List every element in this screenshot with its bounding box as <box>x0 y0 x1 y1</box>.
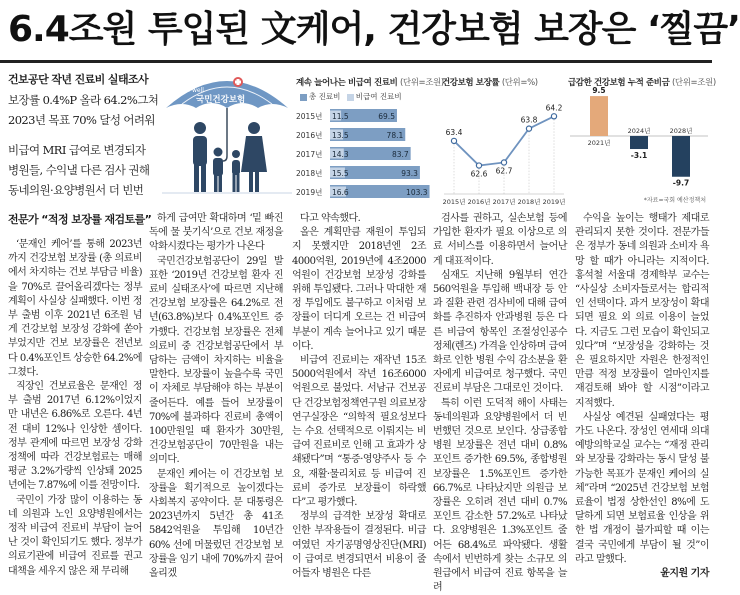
chart3-bar <box>672 136 690 177</box>
chart2-point <box>476 163 481 168</box>
chart2-title-text: 건강보험 보장률 <box>442 78 500 88</box>
article-column-5 <box>575 212 709 580</box>
chart3-bar <box>630 136 648 149</box>
headline-rule <box>0 60 712 63</box>
article-paragraph: 국민이 가장 많이 이용하는 동네 의원과 노인 요양병원에서는 정작 비급여 진료비 부담이 늘어난 것이 확인되기도 했다. 정부가 의료기관에 비급여 진료를 권고 대책을 세우지 않은 채 무리해 <box>8 494 142 577</box>
chart3-bar <box>590 96 608 136</box>
chart1-unit: (단위=조원) <box>399 78 444 88</box>
chart3-data-label: -3.1 <box>630 151 648 161</box>
chart1-value-total: 83.7 <box>391 150 409 159</box>
chart2-point <box>451 138 456 143</box>
article-paragraph: 올은 계획만큼 재원이 투입되지 못했지만 2018년엔 2조4000억원, 2019년에 4조2000억원이 건강보험 보장성 강화를 위해 투입됐다. 그러나 막대한 재정 투입에도 불구하고 이처럼 보장률이 더디게 오르는 건 비급여 부분이 계속 늘어나고 있기 때문이다. <box>292 227 426 352</box>
legend-total: 총 진료비 <box>309 92 341 101</box>
legend-swatch-nonbenefit <box>347 94 354 101</box>
chart2-data-label: 62.6 <box>470 169 488 179</box>
chart2-data-label: 62.7 <box>495 166 513 176</box>
subhead-line: 2023년 목표 70% 달성 어려워 <box>8 113 155 127</box>
article-paragraph: 수익을 높이는 행태가 제대로 관리되지 못한 것이다. 전문가들은 정부가 동네 의원과 소비자 욕망 할 때가 아니라는 지적이다. 홍석철 서울대 경제학부 교수는 “사실상 소비자들로서는 합리적인 선택이다. 과거 보장성이 확대되면 필요 외 의료 이용이 늘었다. 지금도 그런 모습이 확인되고 있다”며 “보장성을 강화하는 것은 필요하지만 자원은 한정적인 만큼 적정 보장률이 얼마인지를 재검토해 봐야 할 시점”이라고 지적했다. <box>575 213 709 409</box>
chart3-category-label: 2021년 <box>587 139 611 147</box>
umbrella-family-icon <box>162 64 292 204</box>
chart2-point <box>501 160 506 165</box>
byline: 윤지원 기자 <box>660 568 709 580</box>
chart2-category-label: 2017년 <box>492 198 516 206</box>
chart-nonbenefit-costs <box>296 76 444 209</box>
subhead-line: 병원들, 수익낼 다른 검사 권해 <box>8 163 150 177</box>
chart2-point <box>526 126 531 131</box>
chart1-value-nonbenefit: 16.6 <box>332 188 349 197</box>
chart1-plot <box>296 105 440 205</box>
chart1-category-label: 2018년 <box>296 169 323 178</box>
chart-coverage-rate <box>442 76 566 212</box>
chart1-category-label: 2016년 <box>296 131 323 140</box>
chart2-data-label: 63.8 <box>520 115 538 125</box>
article-paragraph: 사실상 예견된 실패였다는 평가도 나온다. 장성인 연세대 의대 예방의학교실 교수는 “재정 관리와 보장률 강화라는 동시 달성 불가능한 목표가 문재인 케어의 실체”라며 “2025년 건강보험 보험료율이 법정 상한선인 8%에 도달하게 되면 보험료율 인상을 위한 법 개정이 불가피할 때 이는 결국 국민에게 부담이 될 것”이라고 말했다. <box>575 411 709 565</box>
chart2-point <box>551 114 556 119</box>
subhead-line: 보장률 0.4%P 올라 64.2%그쳐 <box>8 93 159 107</box>
chart2-category-label: 2015년 <box>442 198 466 206</box>
article-column-2 <box>149 212 283 580</box>
subhead-group-2 <box>8 140 158 200</box>
legend-swatch-total <box>300 94 307 101</box>
subhead-line: 건보공단 작년 진료비 실태조사 <box>8 73 149 86</box>
chart1-value-total: 78.1 <box>386 131 404 140</box>
chart2-category-label: 2016년 <box>467 198 491 206</box>
chart2-unit: (단위=%) <box>501 78 538 88</box>
chart2-category-label: 2018년 <box>517 198 541 206</box>
chart1-legend <box>296 91 440 102</box>
brand-text: h-well <box>186 87 204 94</box>
subhead-line: 동네의원·요양병원서 더 빈번 <box>8 183 144 197</box>
article-paragraph: 검사를 권하고, 실손보험 등에 가입한 환자가 필요 이상으로 의료 서비스를 이용하면서 늘어난 게 대표적이다. <box>433 213 567 267</box>
article-column-1 <box>8 238 142 577</box>
chart1-value-nonbenefit: 15.5 <box>332 169 349 178</box>
chart1-title-text: 계속 늘어나는 비급여 진료비 <box>296 78 398 88</box>
chart1-value-total: 69.5 <box>378 112 395 121</box>
subhead-line: 비급여 MRI 급여로 변경되자 <box>8 143 146 157</box>
article-paragraph: 문재인 케어는 이 건강보험 보장률을 획기적으로 높이겠다는 사회복지 공약이다. 문 대통령은 2023년까지 5년간 총 41조5842억원을 투입해 10년간 60% 선에 머물렀던 건강보험 보장률을 임기 내에 70%까지 끌어올리겠 <box>149 468 283 580</box>
umbrella-label: 국민건강보험 <box>196 95 246 105</box>
article-paragraph: 직장인 건보료율은 문재인 정부 출범 2017년 6.12%이었지만 내년은 6.86%로 오른다. 4년 전 대비 12%나 인상한 셈이다. 정부 관계에 따르면 보장성 강화 정책에 따라 건강보험료는 매해 평균 3.2%가량씩 인상돼 2025년에는 7.87%에 이를 전망이다. <box>8 381 142 492</box>
legend-nonbenefit: 비급여 진료비 <box>355 92 402 101</box>
chart3-title <box>568 76 716 88</box>
headline: 6.4조원 투입된 文케어, 건강보험 보장은 ‘찔끔’ <box>8 9 740 50</box>
chart3-category-label: 2028년 <box>669 127 693 135</box>
subhead-line: 전문가 “적정 보장률 재검토를” <box>8 213 152 226</box>
chart2-plot <box>442 90 566 208</box>
chart3-title-text: 급감한 건강보험 누적 준비금 <box>568 78 670 88</box>
article-body <box>0 212 712 594</box>
subhead-group-1 <box>8 70 158 130</box>
chart1-value-nonbenefit: 11.5 <box>332 112 349 121</box>
article-paragraph: 국민건강보험공단이 29일 발표한 ‘2019년 건강보험 환자 진료비 실태조사’에 따르면 지난해 건강보험 보장률은 64.2%로 전년(63.8%)보다 0.4%포인트 증가했다. 건강보험 보장률은 전체 의료비 중 건강보험공단에서 부담하는 금액이 차지하는 비율을 말한다. 보장률이 높을수록 국민이 자체로 부담해야 하는 부분이 줄어든다. 예를 들어 보장률이 70%에 불과하다 진료비 총액이 100만원일 때 환자가 30만원, 건강보험공단이 70만원을 내는 의미다. <box>149 255 283 466</box>
chart3-category-label: 2024년 <box>627 127 651 135</box>
chart2-category-label: 2019년 <box>542 198 566 206</box>
chart3-plot <box>568 86 710 208</box>
umbrella-family-illustration <box>162 64 292 204</box>
chart3-source: *자료=국회 예산정책처 <box>643 197 706 204</box>
chart-reserve-fund <box>568 76 716 212</box>
article-paragraph: 심재도 지난해 9월부터 연간 560억원을 투입해 백내장 등 안과 질환 관련 검사비에 대해 급여화를 추진하자 안과병원 등은 다른 비급여 항목인 조절성인공수정체(렌즈) 가격을 인상하며 급여화로 인한 병원 수익 감소분을 환자에게 비급여로 청구했다. 국민 진료비 부담은 그대로인 것이다. <box>433 269 567 395</box>
article-paragraph: 정부의 급격한 보장성 확대로 인한 부작용들이 결정된다. 비급여였던 자기공명영상진단(MRI) 이 급여로 변경되면서 비용이 줄어들자 병원은 다른 <box>292 511 426 580</box>
chart2-data-label: 63.4 <box>445 127 463 137</box>
chart1-value-nonbenefit: 13.5 <box>332 131 349 140</box>
chart1-title <box>296 76 444 88</box>
chart3-data-label: -9.7 <box>672 178 690 188</box>
article-column-3 <box>292 212 426 580</box>
article-paragraph: 다고 약속했다. <box>300 213 361 224</box>
article-paragraph: ‘문재인 케어’를 통해 2023년까지 건강보험 보장률 (총 의료비에서 차지하는 건보 부담금 비율)을 70%로 끌어올리겠다는 정부 계획이 사실상 실패했다. 이번 정부 출범 이후 2021년 6조원 넘게 건강보험 보장성 강화에 쏟아부었지만 건보 보장률은 전년보다 0.4%포인트 상승한 64.2%에 그쳤다. <box>8 239 142 378</box>
article-column-4 <box>433 212 567 594</box>
article-paragraph: 특히 이런 도덕적 해이 사태는 동네의원과 요양병원에서 더 빈번했던 것으로 보인다. 상급종합병원 보장률은 전년 대비 0.8%포인트 증가한 69.5%, 종합병원 보장률은 1.5%포인트 증가한 66.7%로 나타났지만 의원급 보장률은 오히려 전년 대비 0.7%포인트 감소한 57.2%로 나타났다. 요양병원은 1.3%포인트 줄어든 68.4%로 파악됐다. 생활 속에서 빈번하게 찾는 소규모 의원급에서 비급여 진료 항목을 늘려 <box>433 397 567 594</box>
chart1-category-label: 2017년 <box>296 150 323 159</box>
chart3-unit: (단위=조원) <box>671 78 716 88</box>
chart1-value-total: 93.3 <box>401 169 418 178</box>
chart1-value-nonbenefit: 14.3 <box>332 150 349 159</box>
chart2-title <box>442 76 566 88</box>
article-paragraph: 비급여 진료비는 재작년 15조5000억원에서 작년 16조6000억원으로 불었다. 서남규 건보공단 건강보험정책연구원 의료보장연구실장은 “의학적 필요성보다는 수요 선택적으로 이뤄지는 비급여 진료비로 인해 고 효과가 상쇄됐다”며 “통증·영양주사 등 수요, 재활·물리치료 등 비급여 진료비 증가로 보장률이 하락했다”고 평가했다. <box>292 355 426 509</box>
chart2-series-line <box>454 116 554 165</box>
chart1-category-label: 2015년 <box>296 112 323 121</box>
chart3-data-label: 9.5 <box>592 86 606 96</box>
chart1-category-label: 2019년 <box>296 188 323 197</box>
chart2-data-label: 64.2 <box>545 103 563 113</box>
chart1-value-total: 103.3 <box>406 188 428 197</box>
article-paragraph: 하게 급여만 확대하며 ‘밑 빠진 독에 물 붓기식’으로 건보 재정을 악화시켰다는 평가가 나온다 <box>149 213 283 253</box>
